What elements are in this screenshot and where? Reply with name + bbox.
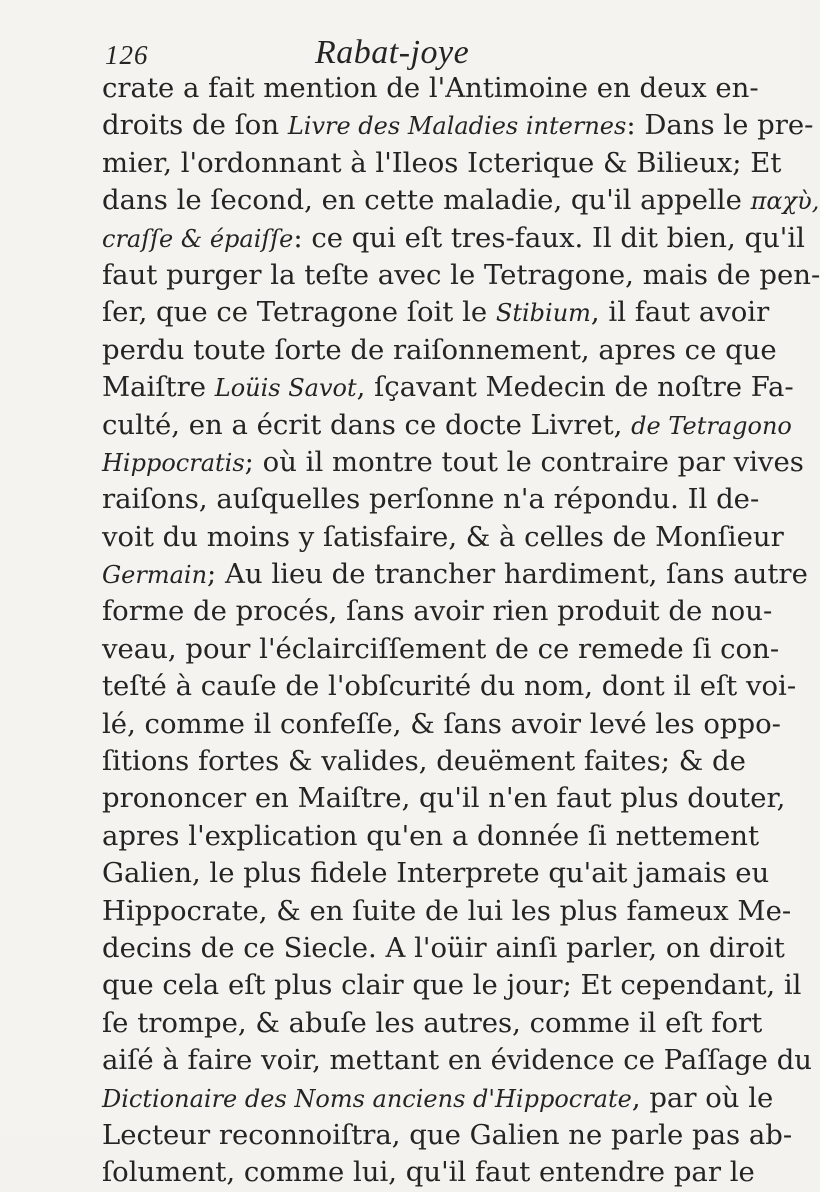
text-run: dans le ſecond, en cette maladie, qu'il appelle [102, 184, 751, 217]
text-run: droits de ſon [102, 109, 288, 142]
text-line [102, 743, 746, 780]
text-line [102, 220, 805, 257]
text-run: crate a fait mention de l'Antimoine en deux en- [102, 72, 759, 104]
text-line [102, 1005, 763, 1042]
text-line [102, 1080, 774, 1117]
text-run: ; où il montre tout le contraire par vives [244, 445, 804, 478]
text-run: prononcer en Maiſtre, qu'il n'en faut plus douter, [102, 782, 786, 815]
text-run: decins de ce Siecle. A l'oüir ainſi parler, on diroit [102, 931, 785, 964]
text-run: , ſçavant Medecin de noſtre Fa- [356, 371, 794, 404]
text-run: veau, pour l'éclairciſſement de ce remede ſi con- [102, 632, 780, 665]
italic-text: de Tetragono [631, 411, 792, 440]
text-run: mier, l'ordonnant à l'Ileos Icterique & Bilieux; Et [102, 146, 782, 179]
text-run: ſitions fortes & valides, deuëment faites; & de [102, 745, 746, 778]
text-line [102, 294, 770, 331]
text-line [102, 706, 781, 743]
text-run: , par où le [631, 1081, 774, 1114]
text-run: teſté à cauſe de l'obſcurité du nom, dont il eſt voi- [102, 670, 797, 703]
text-line [102, 407, 792, 444]
text-run: ſolument, comme lui, qu'il faut entendre par le [102, 1156, 755, 1189]
text-line [102, 930, 785, 967]
text-run: : ce qui eſt tres-faux. Il dit bien, qu'il [293, 221, 805, 254]
text-line [102, 369, 794, 406]
text-run: aiſé à faire voir, mettant en évidence ce Paſſage du [102, 1044, 813, 1077]
text-run: ſer, que ce Tetragone ſoit le [102, 296, 496, 329]
text-run: culté, en a écrit dans ce docte Livret, [102, 408, 632, 441]
text-line [102, 70, 759, 107]
running-head: Rabat-joye [315, 34, 470, 71]
text-run: : Dans le pre- [626, 109, 814, 142]
body-text [102, 70, 820, 1192]
text-line [102, 182, 820, 219]
text-line [102, 519, 784, 556]
text-run: que cela eſt plus clair que le jour; Et cependant, il [102, 969, 802, 1002]
italic-text: Stibium [495, 299, 591, 328]
italic-text: Loüis Savot [214, 374, 357, 403]
italic-text: Livre des Maladies internes [287, 112, 627, 141]
italic-text: Dictionaire des Noms anciens d'Hippocrate [102, 1084, 632, 1113]
italic-text: Germain [102, 561, 208, 590]
text-run: ſe trompe, & abuſe les autres, comme il eſt fort [102, 1006, 763, 1039]
text-run: apres l'explication qu'en a donnée ſi nettement [102, 819, 760, 852]
text-line [102, 107, 814, 144]
text-line [102, 145, 782, 182]
text-run: forme de procés, ſans avoir rien produit de nou- [102, 595, 773, 628]
text-line [102, 593, 773, 630]
text-line [102, 1154, 755, 1191]
text-run: Maiſtre [102, 371, 215, 404]
text-line [102, 780, 786, 817]
text-line [102, 818, 760, 855]
text-run: Lecteur reconnoiſtra, que Galien ne parle pas ab- [102, 1118, 793, 1151]
text-run: ; Au lieu de trancher hardiment, ſans autre [207, 558, 808, 591]
italic-text: Hippocratis [102, 448, 245, 477]
text-run: Galien, le plus fidele Interprete qu'ait jamais eu [102, 857, 770, 890]
text-line [102, 556, 808, 593]
text-line [102, 257, 820, 294]
text-run: faut purger la teſte avec le Tetragone, mais de pen- [102, 258, 820, 291]
text-line [102, 967, 802, 1004]
text-run: voit du moins y ſatisfaire, & à celles de Monſieur [102, 520, 784, 553]
text-line [102, 332, 777, 369]
italic-text: craſſe & épaiſſe [102, 224, 294, 253]
text-run: perdu toute ſorte de raiſonnement, apres ce que [102, 333, 777, 366]
text-line [102, 481, 760, 518]
text-line [102, 668, 797, 705]
text-run: lé, comme il confeſſe, & ſans avoir levé les oppo- [102, 707, 781, 740]
text-run: raiſons, auſquelles perſonne n'a répondu. Il de- [102, 483, 760, 516]
text-line [102, 631, 780, 668]
text-line [102, 893, 792, 930]
text-line [102, 1117, 793, 1154]
text-line [102, 1042, 813, 1079]
text-line [102, 444, 804, 481]
text-line [102, 855, 770, 892]
text-run: Hippocrate, & en ſuite de lui les plus fameux Me- [102, 894, 792, 927]
text-run: , il faut avoir [590, 296, 770, 329]
italic-text: παχὺ, [750, 187, 820, 216]
page-number: 126 [105, 40, 149, 70]
